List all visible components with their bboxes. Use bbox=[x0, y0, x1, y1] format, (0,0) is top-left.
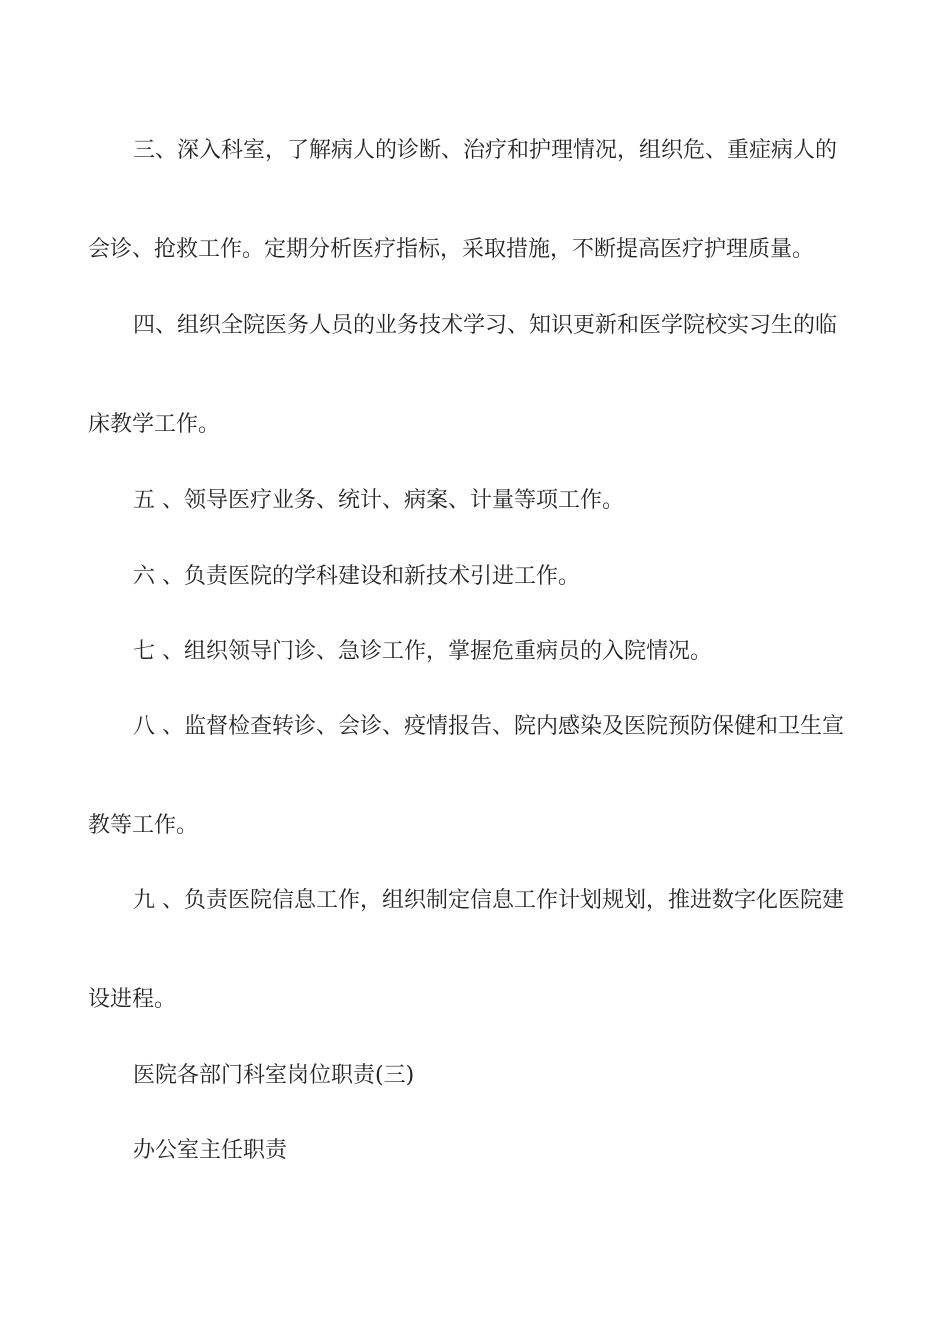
section-heading: 医院各部门科室岗位职责(三) bbox=[133, 1063, 415, 1088]
text-line-item-3-cont: 会诊、抢救工作。定期分析医疗指标，采取措施，不断提高医疗护理质量。 bbox=[88, 237, 815, 262]
text-line-item-8-start: 八 、监督检查转诊、会诊、疫情报告、院内感染及医院预防保健和卫生宣 bbox=[133, 714, 844, 739]
text-line-item-9-cont: 设进程。 bbox=[88, 987, 177, 1012]
text-line-item-3-start: 三、深入科室，了解病人的诊断、治疗和护理情况，组织危、重症病人的 bbox=[133, 138, 838, 163]
text-line-item-4-cont: 床教学工作。 bbox=[88, 412, 221, 437]
text-line-item-6: 六 、负责医院的学科建设和新技术引进工作。 bbox=[133, 564, 580, 589]
text-line-item-7: 七 、组织领导门诊、急诊工作，掌握危重病员的入院情况。 bbox=[133, 639, 712, 664]
text-line-item-5: 五 、领导医疗业务、统计、病案、计量等项工作。 bbox=[133, 488, 624, 513]
subsection-heading: 办公室主任职责 bbox=[133, 1138, 288, 1163]
text-line-item-8-cont: 教等工作。 bbox=[88, 813, 199, 838]
text-line-item-4-start: 四、组织全院医务人员的业务技术学习、知识更新和医学院校实习生的临 bbox=[133, 313, 838, 338]
text-line-item-9-start: 九 、负责医院信息工作，组织制定信息工作计划规划，推进数字化医院建 bbox=[133, 888, 844, 913]
